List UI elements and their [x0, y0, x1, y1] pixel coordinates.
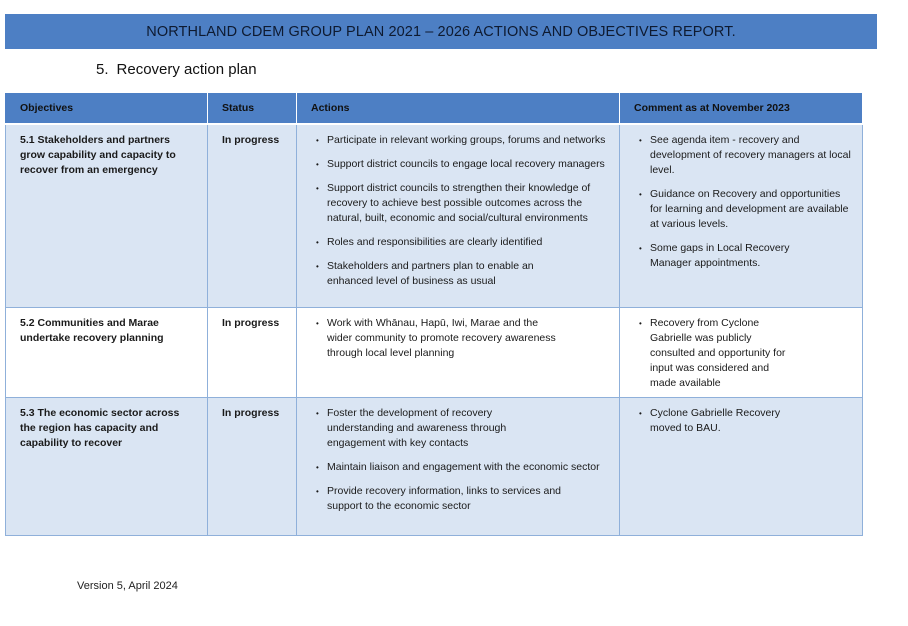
recovery-action-plan-table: [5, 93, 863, 536]
report-title-banner: [5, 14, 877, 49]
status-cell: In progress: [208, 397, 297, 535]
comment-item: • Cyclone Gabrielle Recovery moved to BAU.: [634, 406, 854, 436]
action-item: • Maintain liaison and engagement with the economic sector: [311, 460, 611, 475]
action-item: • Support district councils to strengthen their knowledge of recovery to achieve best possible outcomes across the natural, built, economic and social/cultural environments: [311, 181, 611, 226]
action-item: • Foster the development of recovery understanding and awareness through engagement with key contacts: [311, 406, 611, 451]
comment-item: • See agenda item - recovery and development of recovery managers at local level.: [634, 133, 854, 178]
action-item: • Support district councils to engage local recovery managers: [311, 157, 611, 172]
header-actions: Actions: [297, 93, 620, 124]
action-item: • Stakeholders and partners plan to enable an enhanced level of business as usual: [311, 259, 611, 289]
header-status: Status: [208, 93, 297, 124]
section-number: 5.: [96, 61, 109, 78]
comment-item: • Guidance on Recovery and opportunities for learning and development are available at various levels.: [634, 187, 854, 232]
section-heading: [96, 61, 257, 78]
section-title: Recovery action plan: [116, 61, 257, 78]
table-row: [6, 307, 863, 397]
version-footer: Version 5, April 2024: [77, 580, 178, 592]
objective-cell: 5.1 Stakeholders and partners grow capability and capacity to recover from an emergency: [6, 124, 208, 307]
actions-cell: [297, 124, 620, 307]
report-title: NORTHLAND CDEM GROUP PLAN 2021 – 2026 ACTIONS AND OBJECTIVES REPORT.: [146, 23, 736, 40]
actions-cell: [297, 307, 620, 397]
status-cell: In progress: [208, 307, 297, 397]
header-comment: Comment as at November 2023: [620, 93, 863, 124]
action-item: • Work with Whānau, Hapū, Iwi, Marae and the wider community to promote recovery awareness through local level planning: [311, 316, 611, 361]
action-item: • Provide recovery information, links to services and support to the economic sector: [311, 484, 611, 514]
objective-cell: 5.2 Communities and Marae undertake recovery planning: [6, 307, 208, 397]
comment-cell: [620, 124, 863, 307]
header-objectives: Objectives: [6, 93, 208, 124]
actions-cell: [297, 397, 620, 535]
comment-item: • Recovery from Cyclone Gabrielle was publicly consulted and opportunity for input was considered and made available: [634, 316, 854, 391]
status-cell: In progress: [208, 124, 297, 307]
comment-cell: [620, 307, 863, 397]
comment-cell: [620, 397, 863, 535]
action-item: • Participate in relevant working groups, forums and networks: [311, 133, 611, 148]
action-item: • Roles and responsibilities are clearly identified: [311, 235, 611, 250]
objective-cell: 5.3 The economic sector across the region has capacity and capability to recover: [6, 397, 208, 535]
table-row: [6, 124, 863, 307]
table-row: [6, 397, 863, 535]
comment-item: • Some gaps in Local Recovery Manager appointments.: [634, 241, 854, 271]
table-header-row: [6, 93, 863, 124]
